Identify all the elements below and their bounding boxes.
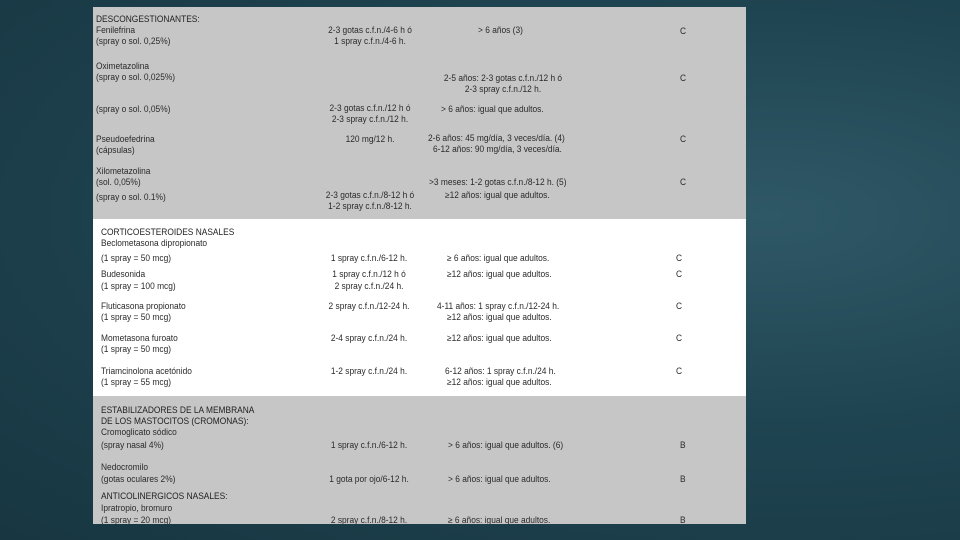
pregnancy-category: C	[676, 301, 683, 311]
adult-dose: 1-2 spray c.f.n./8-12 h.	[328, 201, 412, 211]
section-title: DE LOS MASTOCITOS (CROMONAS):	[101, 416, 249, 426]
drug-form: (1 spray = 50 mcg)	[101, 253, 172, 263]
drug-name: Xilometazolina	[96, 166, 151, 176]
pediatric-dose: ≥ 6 años: igual que adultos.	[448, 515, 551, 524]
drug-table-document	[93, 7, 746, 524]
pediatric-dose: ≥ 6 años: igual que adultos.	[447, 253, 550, 263]
adult-dose: 2 spray c.f.n./8-12 h.	[330, 515, 408, 524]
pregnancy-category: B	[680, 515, 686, 524]
adult-dose: 120 mg/12 h.	[345, 134, 395, 144]
drug-name: Cromoglicato sódico	[101, 427, 177, 437]
drug-form: (1 spray = 100 mcg)	[101, 281, 176, 291]
drug-form: (cápsulas)	[96, 145, 135, 155]
pregnancy-category: C	[680, 73, 687, 83]
drug-name: Ipratropio, bromuro	[101, 503, 173, 513]
drug-name: Mometasona furoato	[101, 333, 178, 343]
drug-form: (1 spray = 20 mcg)	[101, 515, 172, 524]
pediatric-dose: > 6 años: igual que adultos.	[441, 104, 544, 114]
pregnancy-category: C	[676, 366, 683, 376]
adult-dose: 1 spray c.f.n./6-12 h.	[330, 253, 408, 263]
pediatric-dose: >3 meses: 1-2 gotas c.f.n./8-12 h. (5)	[429, 177, 567, 187]
drug-name: Pseudoefedrina	[96, 134, 155, 144]
pediatric-dose: > 6 años (3)	[478, 25, 523, 35]
section-estabilizadores	[93, 396, 746, 524]
pediatric-dose: ≥12 años: igual que adultos.	[447, 269, 552, 279]
adult-dose: 2-3 gotas c.f.n./12 h ó	[329, 103, 411, 113]
adult-dose: 1-2 spray c.f.n./24 h.	[330, 366, 408, 376]
section-corticoesteroides	[93, 219, 746, 396]
section-title: ANTICOLINERGICOS NASALES:	[101, 491, 228, 501]
pediatric-dose: > 6 años: igual que adultos.	[448, 474, 551, 484]
section-title: CORTICOESTEROIDES NASALES	[101, 227, 235, 237]
pediatric-dose: ≥12 años: igual que adultos.	[445, 190, 550, 200]
drug-name: Budesonida	[101, 269, 146, 279]
drug-form: (1 spray = 50 mcg)	[101, 344, 172, 354]
pediatric-dose: 6-12 años: 90 mg/día, 3 veces/día.	[433, 144, 562, 154]
pediatric-dose: 2-5 años: 2-3 gotas c.f.n./12 h ó	[443, 73, 563, 83]
pregnancy-category: C	[676, 269, 683, 279]
pediatric-dose: 6-12 años: 1 spray c.f.n./24 h.	[445, 366, 556, 376]
adult-dose: 1 spray c.f.n./12 h ó	[332, 269, 406, 279]
drug-form: (spray o sol. 0,25%)	[96, 36, 171, 46]
pregnancy-category: C	[680, 177, 687, 187]
adult-dose: 2 spray c.f.n./12-24 h.	[328, 301, 410, 311]
section-title: ESTABILIZADORES DE LA MEMBRANA	[101, 405, 255, 415]
section-descongestionantes	[93, 7, 746, 219]
pediatric-dose: ≥12 años: igual que adultos.	[447, 312, 552, 322]
drug-form: (spray o sol. 0,025%)	[96, 72, 176, 82]
pregnancy-category: B	[680, 440, 686, 450]
adult-dose: 1 spray c.f.n./4-6 h.	[334, 36, 406, 46]
pediatric-dose: > 6 años: igual que adultos. (6)	[448, 440, 564, 450]
pediatric-dose: 4-11 años: 1 spray c.f.n./12-24 h.	[437, 301, 560, 311]
pregnancy-category: C	[676, 253, 683, 263]
adult-dose: 2-3 spray c.f.n./12 h.	[331, 114, 409, 124]
adult-dose: 2-3 gotas c.f.n./4-6 h ó	[328, 25, 412, 35]
adult-dose: 2 spray c.f.n./24 h.	[334, 281, 404, 291]
drug-name: Nedocromilo	[101, 462, 148, 472]
pregnancy-category: C	[680, 26, 687, 36]
drug-name: Triamcinolona acetónido	[101, 366, 192, 376]
drug-form: (spray o sol. 0.1%)	[96, 192, 166, 202]
adult-dose: 2-3 gotas c.f.n./8-12 h ó	[325, 190, 415, 200]
adult-dose: 1 gota por ojo/6-12 h.	[329, 474, 409, 484]
pediatric-dose: ≥12 años: igual que adultos.	[447, 377, 552, 387]
adult-dose: 2-4 spray c.f.n./24 h.	[330, 333, 408, 343]
drug-form: (1 spray = 50 mcg)	[101, 312, 172, 322]
drug-name: Fluticasona propionato	[101, 301, 186, 311]
drug-name: Oximetazolina	[96, 61, 150, 71]
pediatric-dose: ≥12 años: igual que adultos.	[447, 333, 552, 343]
pediatric-dose: 2-3 spray c.f.n./12 h.	[464, 84, 542, 94]
drug-form: (sol. 0,05%)	[96, 177, 141, 187]
pregnancy-category: B	[680, 474, 686, 484]
pregnancy-category: C	[676, 333, 683, 343]
drug-form: (1 spray = 55 mcg)	[101, 377, 172, 387]
drug-form: (spray nasal 4%)	[101, 440, 164, 450]
pregnancy-category: C	[680, 134, 687, 144]
drug-name: Beclometasona dipropionato	[101, 238, 208, 248]
drug-form: (gotas oculares 2%)	[101, 474, 176, 484]
section-title: DESCONGESTIONANTES:	[96, 14, 200, 24]
drug-name: Fenilefrina	[96, 25, 136, 35]
adult-dose: 1 spray c.f.n./6-12 h.	[330, 440, 408, 450]
pediatric-dose: 2-6 años: 45 mg/día, 3 veces/día. (4)	[428, 133, 565, 143]
drug-form: (spray o sol. 0,05%)	[96, 104, 171, 114]
